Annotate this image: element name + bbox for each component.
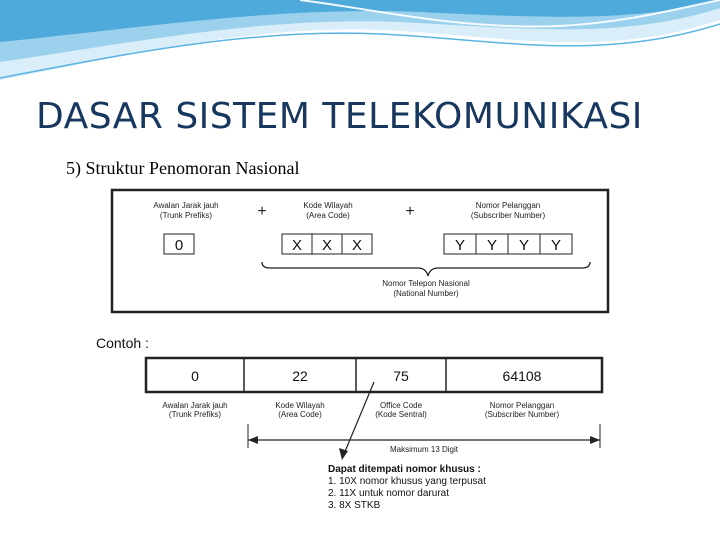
slide-title: DASAR SISTEM TELEKOMUNIKASI bbox=[36, 96, 643, 137]
example-value-area: 22 bbox=[292, 368, 308, 384]
numbering-diagram bbox=[92, 186, 620, 516]
right-arrowhead bbox=[590, 436, 600, 444]
example-heading: Contoh : bbox=[96, 335, 149, 351]
note-item: 1. 10X nomor khusus yang terpusat bbox=[328, 476, 486, 487]
header-wave-decoration bbox=[0, 0, 720, 90]
example-label: Nomor Pelanggan bbox=[489, 401, 555, 410]
example-value-office: 75 bbox=[393, 368, 409, 384]
area-digit: X bbox=[351, 237, 363, 254]
trunk-digit: 0 bbox=[174, 237, 184, 254]
example-label: Kode Wilayah bbox=[275, 401, 325, 410]
note-item: 3. 8X STKB bbox=[328, 500, 381, 511]
plus-sign-1: + bbox=[257, 203, 267, 220]
example-label-sub: (Subscriber Number) bbox=[484, 410, 560, 419]
example-label-sub: (Trunk Prefiks) bbox=[168, 410, 222, 419]
slide-subtitle: 5) Struktur Penomoran Nasional bbox=[66, 158, 300, 178]
max-digit-label: Maksimum 13 Digit bbox=[389, 445, 459, 454]
pointer-arrowhead bbox=[339, 448, 348, 460]
subscriber-digit: Y bbox=[454, 237, 466, 254]
trunk-sub: (Trunk Prefiks) bbox=[159, 211, 213, 220]
example-value-subscriber: 64108 bbox=[502, 368, 542, 384]
area-label: Kode Wilayah bbox=[303, 201, 353, 210]
area-digit: X bbox=[291, 237, 303, 254]
example-label: Awalan Jarak jauh bbox=[162, 401, 228, 410]
national-label: Nomor Telepon Nasional bbox=[382, 279, 470, 288]
national-sub: (National Number) bbox=[393, 289, 459, 298]
area-sub: (Area Code) bbox=[306, 211, 350, 220]
left-arrowhead bbox=[248, 436, 258, 444]
example-label-sub: (Kode Sentral) bbox=[375, 410, 427, 419]
trunk-label: Awalan Jarak jauh bbox=[153, 201, 219, 210]
plus-sign-2: + bbox=[405, 203, 415, 220]
example-value-trunk: 0 bbox=[191, 368, 199, 384]
note-item: 2. 11X untuk nomor darurat bbox=[328, 488, 449, 499]
subscriber-digit: Y bbox=[550, 237, 562, 254]
subscriber-digit: Y bbox=[518, 237, 530, 254]
note-title: Dapat ditempati nomor khusus : bbox=[328, 464, 481, 475]
area-digit: X bbox=[321, 237, 333, 254]
example-label-sub: (Area Code) bbox=[278, 410, 322, 419]
subscriber-label: Nomor Pelanggan bbox=[475, 201, 541, 210]
subscriber-digit: Y bbox=[486, 237, 498, 254]
subscriber-sub: (Subscriber Number) bbox=[470, 211, 546, 220]
example-label: Office Code bbox=[379, 401, 423, 410]
